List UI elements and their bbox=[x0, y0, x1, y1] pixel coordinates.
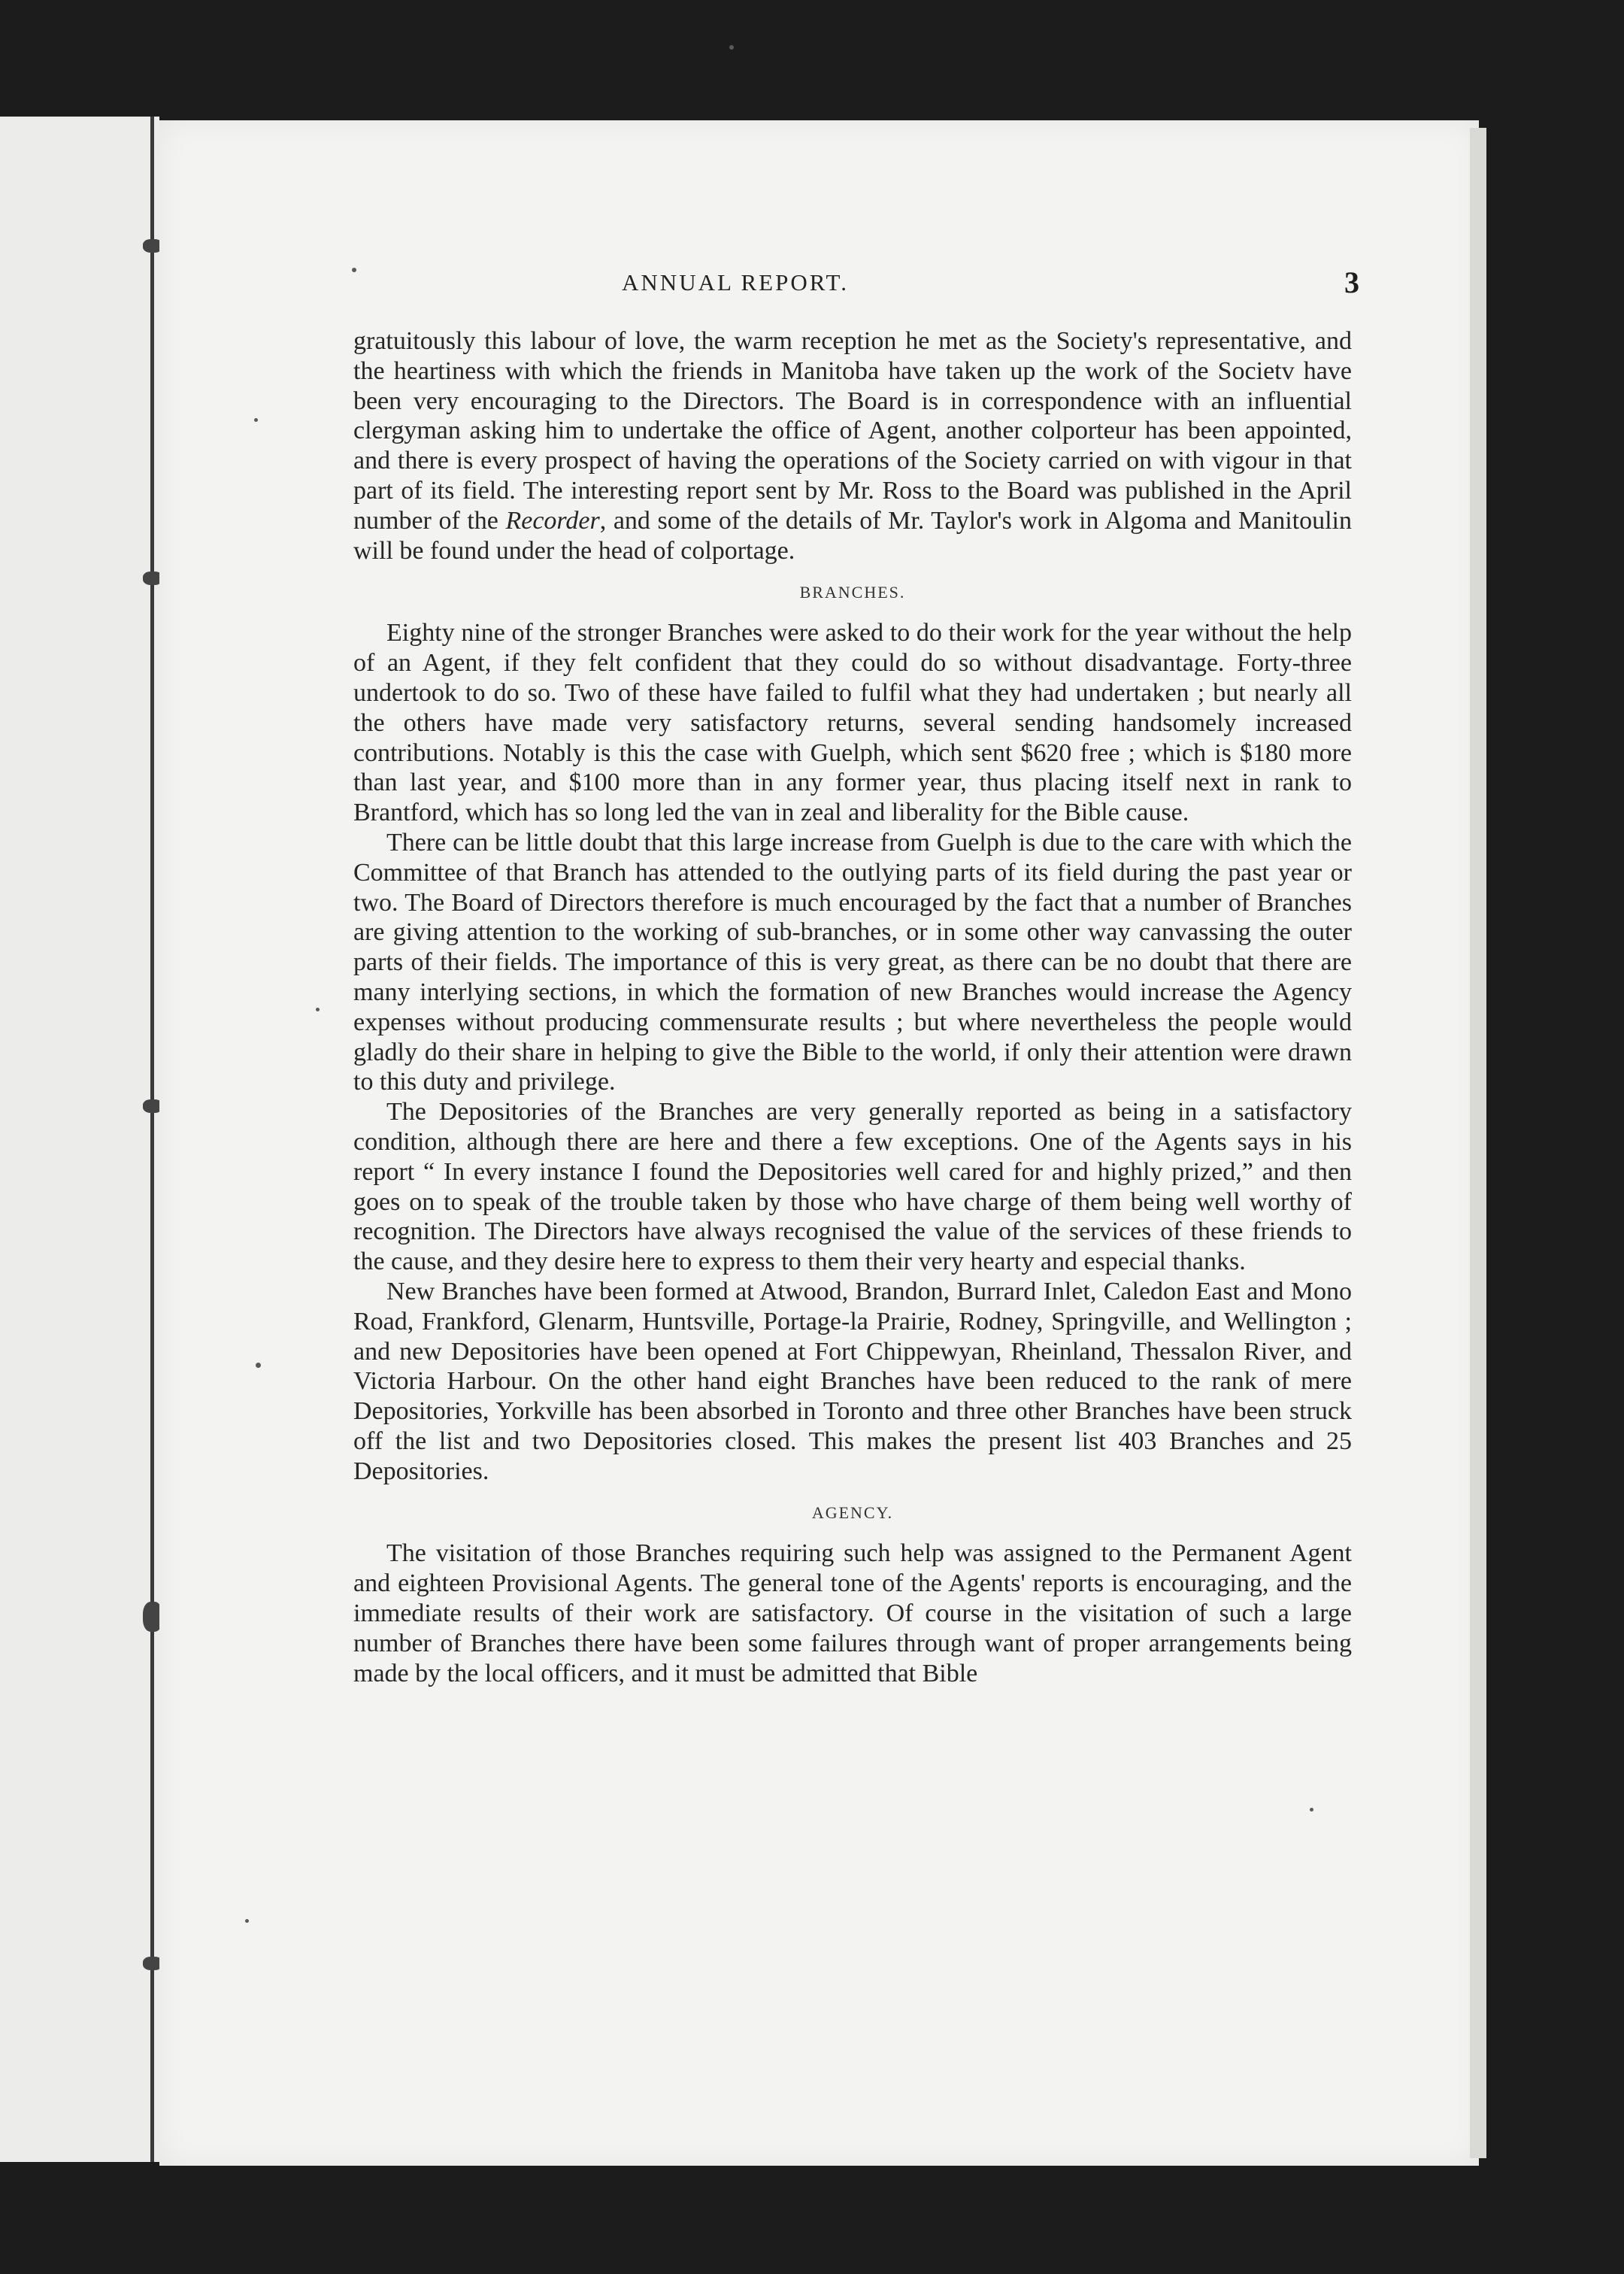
dust-speck bbox=[729, 45, 734, 50]
paragraph-1-text: gratuitously this labour of love, the warm reception he met as the Society's representative, and the heartiness with which the friends in Manitoba have taken up the work of the Societv have been very encouraging to the Directors. The Board is in correspondence with an influential clergyman asking him to undertake the office of Agent, another colporteur has been appointed, and there is every prospect of having the operations of the Society carried on with vigour in that part of its field. The interesting report sent by Mr. Ross to the Board was published in the April number of the bbox=[353, 327, 1352, 535]
dust-speck bbox=[352, 268, 356, 272]
page-number: 3 bbox=[1344, 265, 1359, 299]
dust-speck bbox=[1310, 1808, 1313, 1812]
dust-speck bbox=[254, 418, 258, 422]
paragraph-1-end: , and some of the details of Mr. Taylor's work in Algoma and Manitoulin will be found under the head of colportage. bbox=[353, 506, 1353, 565]
dust-speck bbox=[245, 1919, 249, 1923]
running-head-title: ANNUAL REPORT. bbox=[622, 269, 849, 296]
paragraph-4: The Depositories of the Branches are very generally reported as being in a satisfactory condition, although there are here and there a few exceptions. One of the Agents says in his report “ In every instance I found the Depositories well cared for and highly prized,” and then goes on to speak of the trouble taken by those who have charge of them being well worthy of recognition. The Directors have always recognised the value of the services of these friends to the cause, and they desire here to express to them their very hearty and especial thanks. bbox=[353, 1098, 1352, 1276]
body-text bbox=[353, 326, 1352, 1688]
running-head bbox=[209, 265, 1359, 301]
recorder-title: Recorder bbox=[505, 506, 600, 535]
page-edge bbox=[1470, 128, 1486, 2158]
paragraph-3: There can be little doubt that this large increase from Guelph is due to the care with which the Committee of that Branch has attended to the outlying parts of its field during the past year or two. The Board of Directors therefore is much encouraged by the fact that a number of Branches are giving attention to the working of sub-branches, or in some other way canvassing the outer parts of their fields. The importance of this is very great, as there can be no doubt that there are many interlying sections, in which the formation of new Branches would increase the Agency expenses without producing commensurate results ; but where nevertheless the people would gladly do their share in helping to give the Bible to the world, if only their attention were drawn to this duty and privilege. bbox=[353, 828, 1352, 1096]
paragraph-5: New Branches have been formed at Atwood, Brandon, Burrard Inlet, Caledon East and Mono Road, Frankford, Glenarm, Huntsville, Portage-la Prairie, Rodney, Springville, and Wellington ; and new Depositories have been opened at Fort Chippewyan, Rheinland, Thessalon River, and Victoria Harbour. On the other hand eight Branches have been reduced to the rank of mere Depositories, Yorkville has been absorbed in Toronto and three other Branches have been struck off the list and two Depositories closed. This makes the present list 403 Branches and 25 Depositories. bbox=[353, 1277, 1352, 1485]
facing-page-edge bbox=[0, 117, 159, 2162]
heading-branches: BRANCHES. bbox=[799, 583, 906, 602]
paragraph-6: The visitation of those Branches requiring such help was assigned to the Permanent Agent and eighteen Provisional Agents. The general tone of the Agents' reports is encouraging, and the immediate results of their work are satisfactory. Of course in the visitation of such a large number of Branches there have been some failures through want of proper arrangements being made by the local officers, and it must be admitted that Bible bbox=[353, 1539, 1352, 1687]
binding-gutter bbox=[150, 117, 154, 2162]
heading-agency: AGENCY. bbox=[811, 1503, 894, 1523]
paragraph-2: Eighty nine of the stronger Branches were asked to do their work for the year without the help of an Agent, if they felt confident that they could do so without disadvantage. Forty-three undertook to do so. Two of these have failed to fulfil what they had undertaken ; but nearly all the others have made very satisfactory returns, several sending handsomely increased contributions. Notably is this the case with Guelph, which sent $620 free ; which is $180 more than last year, and $100 more than in any former year, thus placing itself next in rank to Brantford, which has so long led the van in zeal and liberality for the Bible cause. bbox=[353, 619, 1352, 827]
dust-speck bbox=[256, 1363, 261, 1368]
paragraph-1 bbox=[353, 326, 1352, 565]
dust-speck bbox=[316, 1008, 320, 1011]
